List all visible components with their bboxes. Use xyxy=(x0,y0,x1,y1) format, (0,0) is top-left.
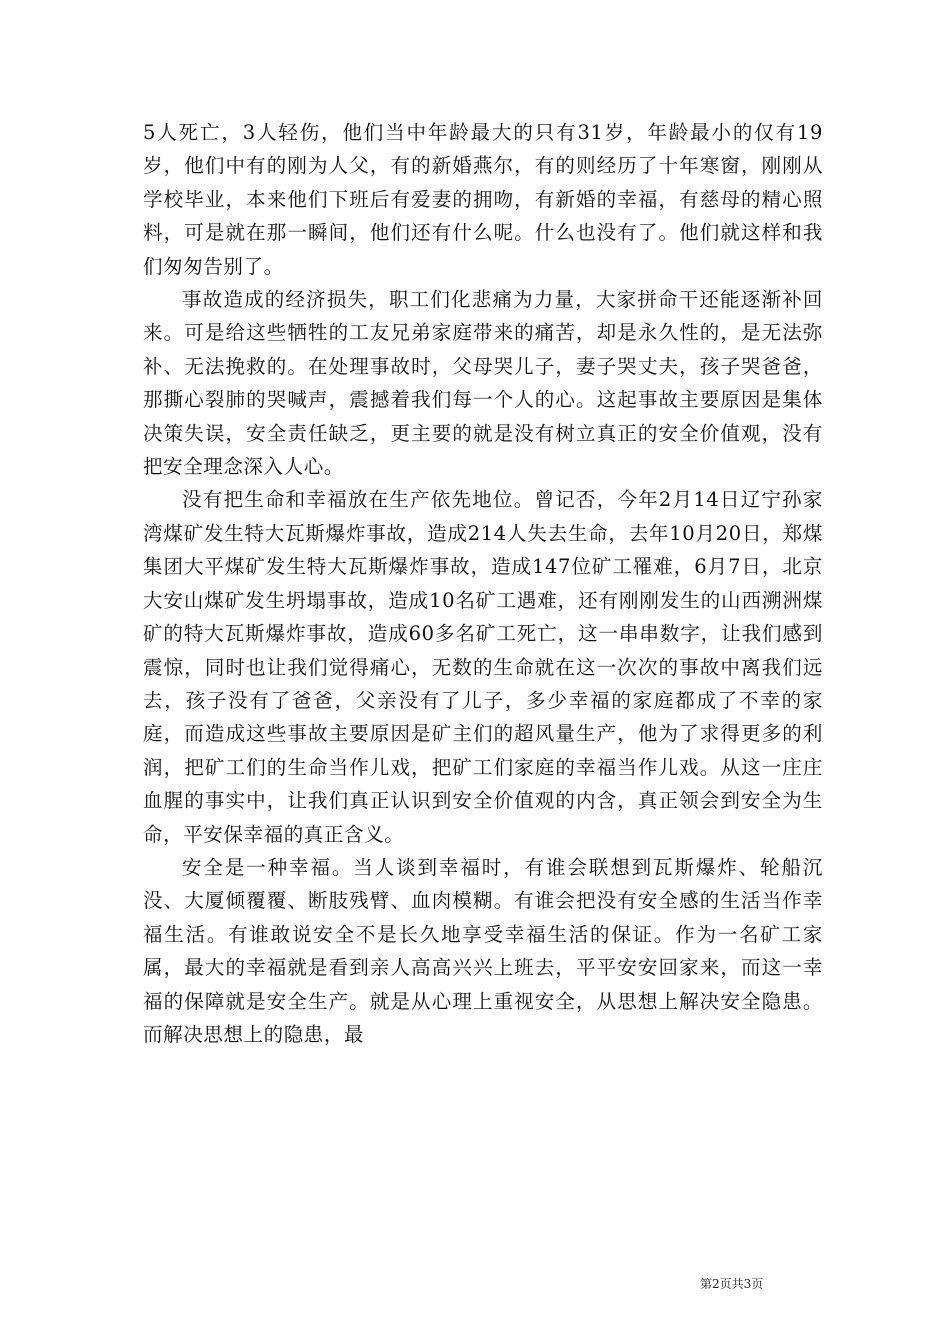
page-number-footer: 第2页共3页 xyxy=(700,1277,764,1291)
paragraph-economic-loss: 事故造成的经济损失，职工们化悲痛为力量，大家拼命干还能逐渐补回来。可是给这些牺牲的工友兄弟家庭带来的痛苦，却是永久性的，是无法弥补、无法挽救的。在处理事故时，父母哭儿子，妻子哭丈夫，孩子哭爸爸，那撕心裂肺的哭喊声，震撼着我们每一个人的心。这起事故主要原因是集体决策失误，安全责任缺乏，更主要的就是没有树立真正的安全价值观，没有把安全理念深入人心。 xyxy=(143,288,823,479)
document-body xyxy=(143,116,823,1051)
paragraph-life-and-happiness: 没有把生命和幸福放在生产依先地位。曾记否，今年2月14日辽宁孙家湾煤矿发生特大瓦斯爆炸事故，造成214人失去生命，去年10月20日，郑煤集团大平煤矿发生特大瓦斯爆炸事故，造成147位矿工罹难，6月7日，北京大安山煤矿发生坍塌事故，造成10名矿工遇难，还有刚刚发生的山西溯洲煤矿的特大瓦斯爆炸事故，造成60多名矿工死亡，这一串串数字，让我们感到震惊，同时也让我们觉得痛心，无数的生命就在这一次次的事故中离我们远去，孩子没有了爸爸，父亲没有了儿子，多少幸福的家庭都成了不幸的家庭，而造成这些事故主要原因是矿主们的超风量生产，他为了求得更多的利润，把矿工们的生命当作儿戏，把矿工们家庭的幸福当作儿戏。从这一庄庄血腥的事实中，让我们真正认识到安全价值观的内含，真正领会到安全为生命，平安保幸福的真正含义。 xyxy=(143,488,823,846)
paragraph-safety-is-happiness: 安全是一种幸福。当人谈到幸福时，有谁会联想到瓦斯爆炸、轮船沉没、大厦倾覆覆、断肢残臂、血肉模糊。有谁会把没有安全感的生活当作幸福生活。有谁敢说安全不是长久地享受幸福生活的保证。作为一名矿工家属，最大的幸福就是看到亲人高高兴兴上班去，平平安安回家来，而这一幸福的保障就是安全生产。就是从心理上重视安全，从思想上解决安全隐患。而解决思想上的隐患，最 xyxy=(143,855,823,1046)
paragraph-continued: 5人死亡，3人轻伤，他们当中年龄最大的只有31岁，年龄最小的仅有19岁，他们中有的刚为人父，有的新婚燕尔，有的则经历了十年寒窗，刚刚从学校毕业，本来他们下班后有爱妻的拥吻，有新婚的幸福，有慈母的精心照料，可是就在那一瞬间，他们还有什么呢。什么也没有了。他们就这样和我们匆匆告别了。 xyxy=(143,121,823,278)
